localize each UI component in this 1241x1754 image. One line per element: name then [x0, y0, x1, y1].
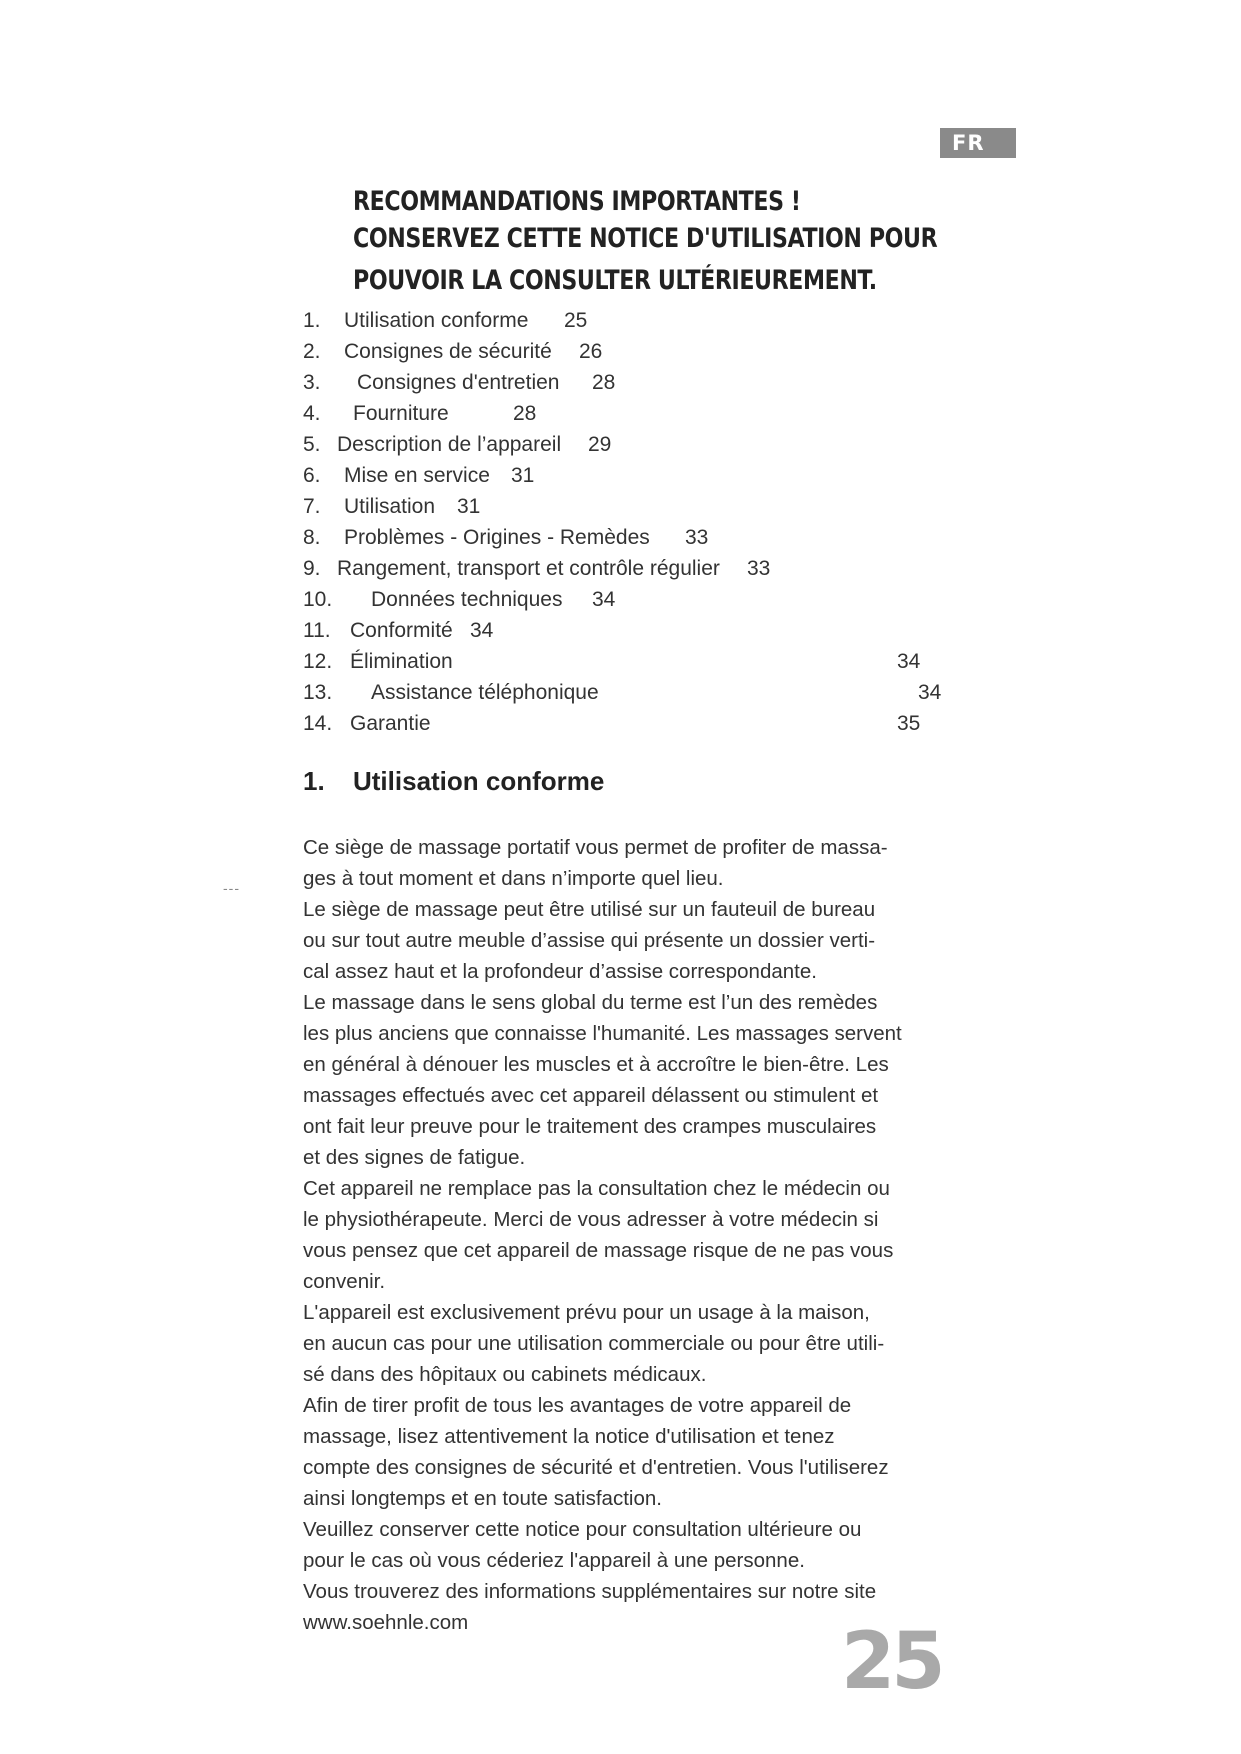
- margin-mark: ---: [223, 880, 240, 896]
- toc-title: Description de l’appareil: [337, 433, 562, 456]
- body-line: Cet appareil ne remplace pas la consultation chez le médecin ou: [303, 1177, 890, 1200]
- toc-number: 4.: [303, 402, 321, 425]
- toc-number: 12.: [303, 650, 333, 673]
- heading-line-2: CONSERVEZ CETTE NOTICE D'UTILISATION POUR: [353, 223, 938, 254]
- toc-number: 2.: [303, 340, 321, 363]
- body-line: ainsi longtemps et en toute satisfaction.: [303, 1487, 662, 1510]
- toc-item[interactable]: [303, 367, 770, 398]
- body-line: ou sur tout autre meuble d’assise qui présente un dossier verti-: [303, 929, 876, 952]
- body-line: Veuillez conserver cette notice pour consultation ultérieure ou: [303, 1518, 862, 1541]
- toc-page: 31: [511, 464, 535, 487]
- body-line: Ce siège de massage portatif vous permet de profiter de massa-: [303, 836, 888, 859]
- language-tab: FR: [940, 128, 1016, 158]
- body-line: pour le cas où vous céderiez l'appareil à une personne.: [303, 1549, 805, 1572]
- toc-title: Assistance téléphonique: [371, 681, 599, 704]
- toc-page: 31: [457, 495, 481, 518]
- toc-title: Consignes de sécurité: [344, 340, 552, 363]
- body-line: en aucun cas pour une utilisation commerciale ou pour être utili-: [303, 1332, 885, 1355]
- important-recommendations-heading: [353, 183, 937, 299]
- section-number: 1.: [303, 766, 325, 796]
- section-title: [303, 763, 604, 799]
- toc-page: 34: [470, 619, 494, 642]
- toc-number: 11.: [303, 619, 331, 642]
- body-line: ges à tout moment et dans n’importe quel lieu.: [303, 867, 724, 890]
- toc-page: 25: [564, 309, 588, 332]
- toc-number: 3.: [303, 371, 321, 394]
- toc-number: 5.: [303, 433, 321, 456]
- body-line: les plus anciens que connaisse l'humanité. Les massages servent: [303, 1022, 902, 1045]
- toc-number: 9.: [303, 557, 321, 580]
- body-line: Vous trouverez des informations supplémentaires sur notre site: [303, 1580, 877, 1603]
- toc-page: 26: [579, 340, 603, 363]
- toc-item[interactable]: [303, 491, 770, 522]
- toc-item[interactable]: [303, 522, 770, 553]
- body-line: massages effectués avec cet appareil délassent ou stimulent et: [303, 1084, 879, 1107]
- toc-title: Rangement, transport et contrôle régulier: [337, 557, 720, 580]
- toc-page: 34: [592, 588, 616, 611]
- body-line: ont fait leur preuve pour le traitement des crampes musculaires: [303, 1115, 877, 1138]
- toc-item[interactable]: [303, 553, 770, 584]
- body-line: Le massage dans le sens global du terme est l’un des remèdes: [303, 991, 878, 1014]
- toc-page: 29: [588, 433, 612, 456]
- toc-number: 8.: [303, 526, 321, 549]
- toc-title: Données techniques: [371, 588, 563, 611]
- toc-page: 33: [747, 557, 771, 580]
- toc-title: Élimination: [350, 650, 453, 673]
- toc-item[interactable]: [303, 615, 770, 646]
- body-line: vous pensez que cet appareil de massage risque de ne pas vous: [303, 1239, 894, 1262]
- toc-item[interactable]: [303, 646, 921, 677]
- toc-title: Utilisation: [344, 495, 436, 518]
- body-line: et des signes de fatigue.: [303, 1146, 526, 1169]
- body-line: compte des consignes de sécurité et d'entretien. Vous l'utiliserez: [303, 1456, 889, 1479]
- section-body: [303, 832, 943, 1638]
- toc-page: 34: [897, 650, 921, 673]
- body-line: Afin de tirer profit de tous les avantages de votre appareil de: [303, 1394, 852, 1417]
- body-line: sé dans des hôpitaux ou cabinets médicaux.: [303, 1363, 707, 1386]
- toc-title: Conformité: [350, 619, 453, 642]
- toc-number: 14.: [303, 712, 333, 735]
- heading-line-1: RECOMMANDATIONS IMPORTANTES !: [353, 186, 801, 217]
- toc-page: 34: [918, 681, 942, 704]
- toc-title: Problèmes - Origines - Remèdes: [344, 526, 650, 549]
- page-number: 25: [841, 1617, 942, 1707]
- body-line: cal assez haut et la profondeur d’assise correspondante.: [303, 960, 817, 983]
- toc-title: Mise en service: [344, 464, 490, 487]
- toc-number: 13.: [303, 681, 333, 704]
- toc-number: 6.: [303, 464, 321, 487]
- toc-page: 33: [685, 526, 709, 549]
- toc-title: Fourniture: [353, 402, 449, 425]
- body-line: L'appareil est exclusivement prévu pour un usage à la maison,: [303, 1301, 870, 1324]
- toc-title: Garantie: [350, 712, 431, 735]
- toc-item[interactable]: [303, 708, 921, 739]
- toc-number: 10.: [303, 588, 333, 611]
- toc-title: Utilisation conforme: [344, 309, 529, 332]
- heading-line-3: POUVOIR LA CONSULTER ULTÉRIEUREMENT.: [353, 265, 877, 296]
- toc-item[interactable]: [303, 336, 770, 367]
- toc-page: 28: [513, 402, 537, 425]
- body-line: Le siège de massage peut être utilisé sur un fauteuil de bureau: [303, 898, 876, 921]
- table-of-contents: [303, 305, 942, 739]
- body-line: massage, lisez attentivement la notice d'utilisation et tenez: [303, 1425, 835, 1448]
- body-line: en général à dénouer les muscles et à accroître le bien-être. Les: [303, 1053, 889, 1076]
- toc-item[interactable]: [303, 677, 942, 708]
- toc-number: 1.: [303, 309, 321, 332]
- toc-title: Consignes d'entretien: [357, 371, 560, 394]
- body-line: convenir.: [303, 1270, 386, 1293]
- toc-item[interactable]: [303, 305, 770, 336]
- toc-number: 7.: [303, 495, 321, 518]
- toc-item[interactable]: [303, 398, 770, 429]
- website-link[interactable]: www.soehnle.com: [303, 1611, 469, 1634]
- toc-item[interactable]: [303, 429, 770, 460]
- toc-item[interactable]: [303, 584, 770, 615]
- toc-page: 28: [592, 371, 616, 394]
- toc-item[interactable]: [303, 460, 770, 491]
- body-line: le physiothérapeute. Merci de vous adresser à votre médecin si: [303, 1208, 879, 1231]
- section-title-text: Utilisation conforme: [353, 766, 605, 796]
- toc-page: 35: [897, 712, 921, 735]
